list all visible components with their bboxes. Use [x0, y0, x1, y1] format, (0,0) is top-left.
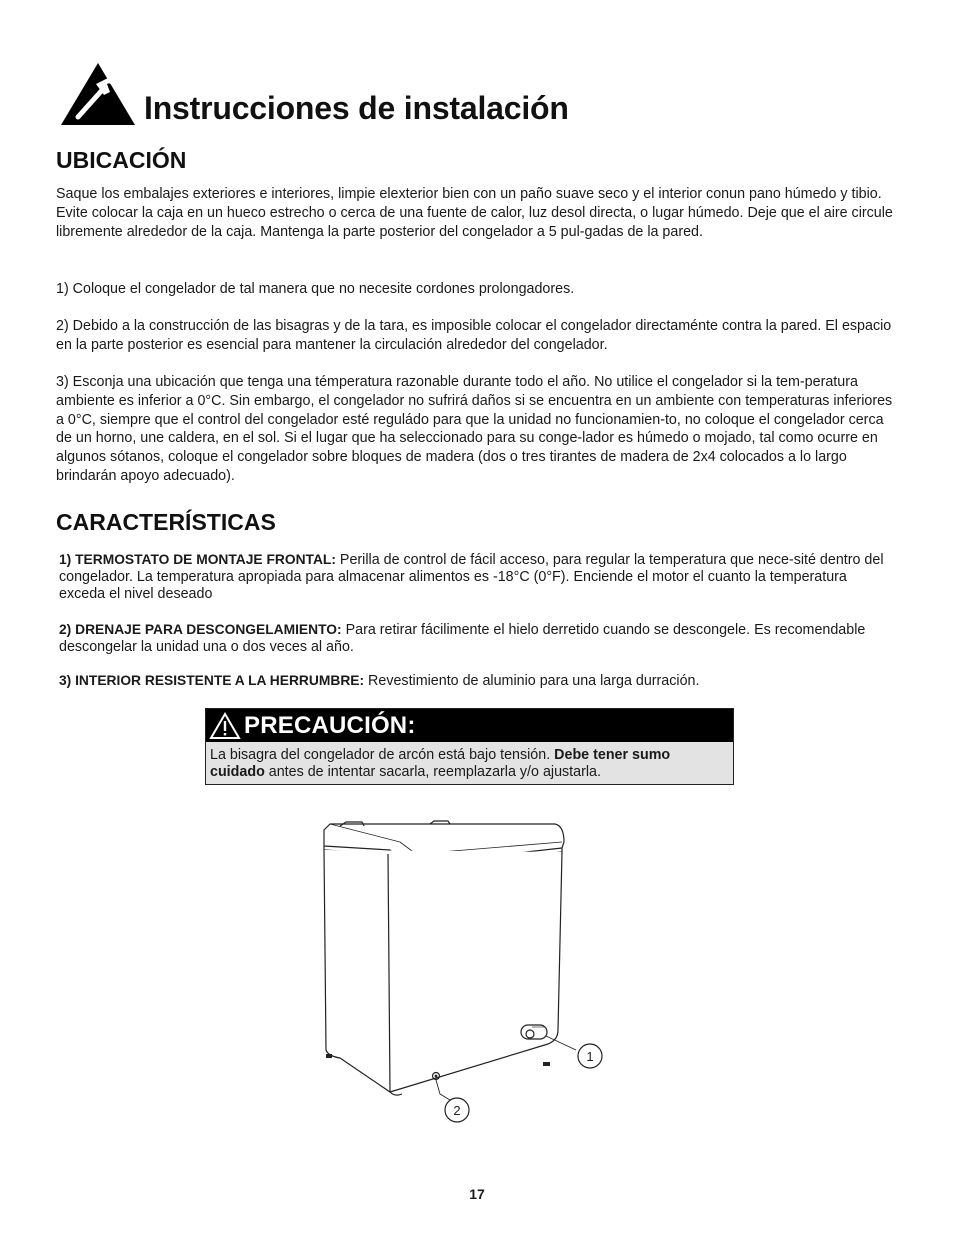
feature-text-2: Para retirar fácilimente el hielo derretido cuando se descongele. Es recomendable descongelar la unidad una o dos veces al año. — [59, 622, 866, 655]
section-heading-caracteristicas: CARACTERÍSTICAS — [56, 509, 276, 535]
warning-triangle-icon — [209, 712, 241, 740]
ubicacion-step-2: 2) Debido a la construcción de las bisagras y de la tara, es imposible colocar el congelador directaménte contra la pared. El espacio en la parte posterior es esencial para mantener la circulación alrededor del congelador. — [56, 318, 892, 353]
caution-box — [205, 708, 734, 785]
ubicacion-step-3: 3) Esconja una ubicación que tenga una témperatura razonable durante todo el año. No utilice el congelador si la tem-peratura ambiente es inferior a 0°C. Sin embargo, el congelador no sufrirá daños si se encuentra en un ambiente con temperaturas inferiores a 0°C, siempre que el control del congelador esté reguládo para que la unidad no funcionamien-to, no coloque el congelador cerca de un horno, une caldera, en el sol. Si el lugar que ha seleccionado para su conge-lador es húmedo o mojado, tal como ocurre en algunos sótanos, coloque el congelador sobre bloques de madera (dos o tres tirantes de madera de 2x4 colocados a lo largo brindarán apoyo adecuado). — [56, 374, 893, 484]
feature-item-3 — [59, 672, 889, 690]
caution-title: PRECAUCIÓN: — [244, 711, 416, 739]
feature-label-2: 2) DRENAJE PARA DESCONGELAMIENTO: — [59, 622, 342, 637]
section-heading-ubicacion: UBICACIÓN — [56, 147, 187, 173]
caution-text-end: antes de intentar sacarla, reemplazarla y/o ajustarla. — [264, 764, 601, 780]
feature-label-3: 3) INTERIOR RESISTENTE A LA HERRUMBRE: — [59, 673, 365, 688]
caution-text — [206, 742, 733, 784]
callout-label-1: 1 — [586, 1049, 594, 1064]
chest-freezer-illustration — [300, 812, 620, 1132]
hammer-warning-triangle-icon — [60, 62, 136, 126]
feature-text-1: Perilla de control de fácil acceso, para regular la temperatura que nece-sité dentro del congelador. La temperatura apropiada para almacenar alimentos es -18°C (0°F). Enciende el motor el cuanto la temperatura exceda el nivel deseado — [59, 552, 884, 602]
caution-header — [206, 709, 733, 742]
feature-item-1 — [59, 551, 889, 603]
feature-text-3: Revestimiento de aluminio para una larga durración. — [364, 673, 700, 689]
page-number: 17 — [469, 1186, 485, 1202]
caution-text-emphasis: Debe tener sumo cuidado — [210, 747, 671, 780]
ubicacion-intro-paragraph: Saque los embalajes exteriores e interiores, limpie elexterior bien con un paño suave seco y el interior conun pano húmedo y tibio. Evite colocar la caja en un hueco estrecho o cerca de una fuente de calor, luz desol directa, o lugar húmedo. Deje que el aire circule libremente alrededor de la caja. Mantenga la parte posterior del congelador a 5 pul-gadas de la pared. — [56, 186, 893, 240]
caution-text-start: La bisagra del congelador de arcón está bajo tensión. — [210, 747, 555, 763]
feature-item-2 — [59, 621, 889, 656]
ubicacion-step-1: 1) Coloque el congelador de tal manera que no necesite cordones prolongadores. — [56, 281, 575, 297]
page-title: Instrucciones de instalación — [144, 90, 569, 126]
callout-label-2: 2 — [453, 1103, 461, 1118]
feature-label-1: 1) TERMOSTATO DE MONTAJE FRONTAL: — [59, 552, 336, 567]
